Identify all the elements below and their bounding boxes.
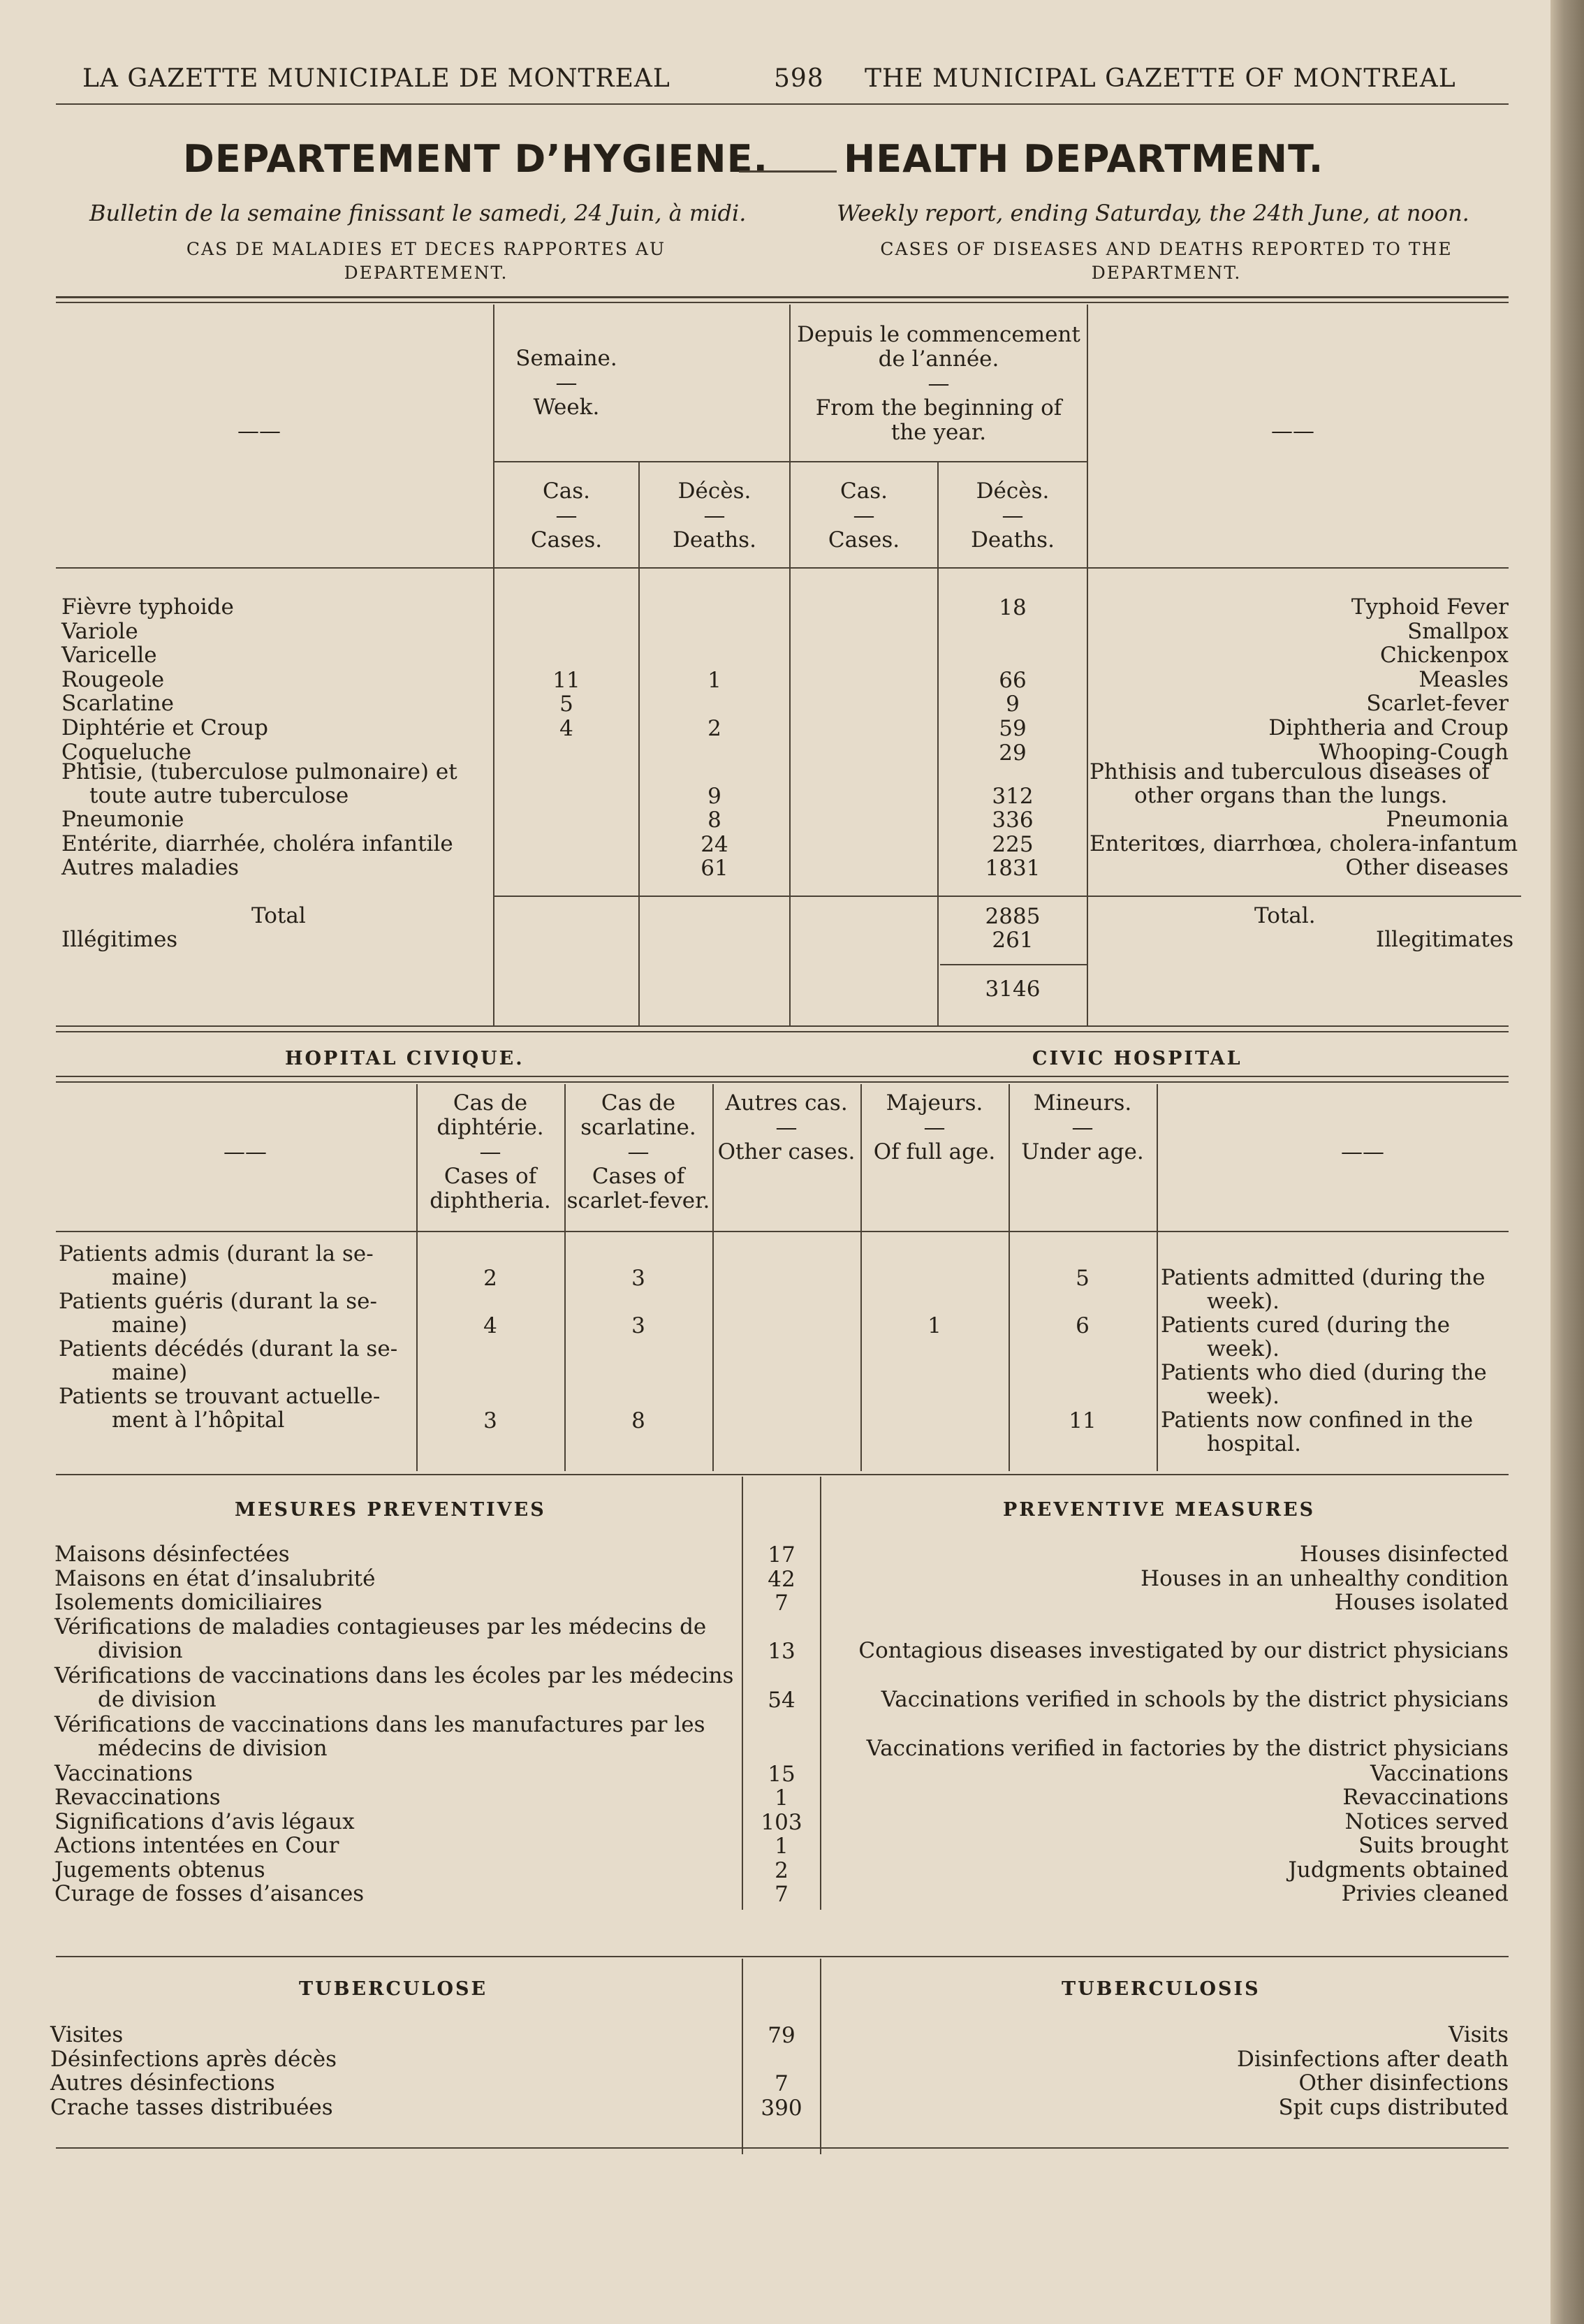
col-sep: —	[627, 1139, 650, 1164]
title-fr: DEPARTEMENT D’HYGIENE.	[183, 137, 768, 181]
preventive-label-fr: Vérifications de maladies contagieuses par les médecins de	[54, 1614, 707, 1639]
disease-label-fr: Scarlatine	[61, 691, 174, 717]
year-deaths: 59	[999, 716, 1027, 741]
tb-top-rule	[56, 1956, 1509, 1957]
disease-label-en: Other diseases	[1345, 855, 1509, 881]
yc-en: Cases.	[828, 527, 900, 553]
preventive-label-en: Notices served	[1344, 1808, 1509, 1834]
week-fr: Semaine.	[515, 346, 617, 371]
totals-rule	[494, 896, 1521, 897]
hospital-value: 6	[1076, 1313, 1090, 1338]
year-fr-2: de l’année.	[878, 346, 999, 372]
hospital-row-fr-2: maine)	[112, 1265, 188, 1290]
hospital-vline	[1157, 1084, 1158, 1471]
header-left: LA GAZETTE MUNICIPALE DE MONTREAL	[82, 64, 670, 93]
preventive-label-en: Vaccinations verified in factories by the district physicians	[866, 1735, 1509, 1761]
title-dash	[739, 170, 837, 173]
preventive-label-en: Judgments obtained	[1288, 1857, 1509, 1883]
hospital-row-en-1: Patients who died (during the	[1161, 1360, 1487, 1385]
tb-value: 79	[768, 2023, 795, 2048]
hospital-row-en-2: week).	[1207, 1384, 1279, 1409]
disease-label-fr: Coqueluche	[61, 739, 192, 765]
col-en-2: scarlet-fever.	[566, 1188, 710, 1213]
year-deaths: 66	[999, 667, 1027, 693]
preventive-label-en: Contagious diseases investigated by our district physicians	[858, 1637, 1509, 1663]
preventive-label-fr: Maisons désinfectées	[54, 1542, 290, 1567]
week-deaths: 2	[707, 716, 721, 741]
header-right: THE MUNICIPAL GAZETTE OF MONTREAL	[865, 64, 1456, 93]
subheader-rule	[493, 461, 1087, 462]
hospital-dash-left: ——	[223, 1139, 267, 1164]
hospital-top-rule-2	[56, 1081, 1509, 1083]
yc-sep: —	[853, 503, 875, 528]
total-yd: 2885	[985, 904, 1041, 929]
preventive-value: 7	[775, 1882, 789, 1907]
hospital-value: 3	[483, 1408, 497, 1433]
tb-label-en: Spit cups distributed	[1278, 2094, 1509, 2120]
hospital-row-en-2: week).	[1207, 1289, 1279, 1314]
col-fr-1: Cas de	[453, 1090, 528, 1116]
hospital-row-fr-2: maine)	[112, 1360, 188, 1385]
page-edge-shadow	[1550, 0, 1584, 2324]
hospital-title-en: CIVIC HOSPITAL	[1032, 1048, 1242, 1069]
year-deaths: 18	[999, 595, 1027, 620]
hospital-row-fr-2: maine)	[112, 1313, 188, 1338]
disease-label-en: Scarlet-fever	[1366, 691, 1509, 717]
yd-header	[939, 479, 1087, 553]
disease-label-fr: Fièvre typhoide	[61, 594, 234, 620]
col-sep: —	[775, 1115, 798, 1140]
preventive-label-fr: Vaccinations	[54, 1760, 193, 1786]
hospital-vline	[712, 1084, 714, 1471]
hospital-dash-right: ——	[1341, 1139, 1384, 1164]
preventive-value: 15	[768, 1761, 795, 1787]
tb-label-en: Other disinfections	[1298, 2070, 1509, 2096]
yc-header	[791, 479, 937, 553]
tb-title-en: TUBERCULOSIS	[1062, 1978, 1261, 2000]
tb-vline-1	[742, 1959, 743, 2154]
preventive-label-fr-2: médecins de division	[98, 1735, 328, 1761]
disease-label-fr: Varicelle	[61, 643, 157, 668]
preventive-label-en: Houses isolated	[1334, 1590, 1509, 1615]
year-deaths: 225	[992, 831, 1034, 857]
col-en-1: Cases of	[443, 1164, 537, 1189]
disease-label-en: Diphtheria and Croup	[1268, 715, 1509, 740]
vline-5	[1087, 305, 1088, 1025]
year-sep: —	[927, 371, 950, 396]
disease-label-en: Smallpox	[1407, 618, 1509, 644]
week-deaths: 61	[701, 856, 728, 882]
disease-label-fr: Rougeole	[61, 666, 165, 692]
disease-label-fr: Autres maladies	[61, 855, 240, 881]
diseases-top-rule-2	[56, 302, 1509, 303]
week-deaths: 1	[707, 667, 721, 693]
col-fr-2: Majeurs.	[886, 1090, 983, 1116]
preventive-label-fr: Jugements obtenus	[54, 1857, 265, 1883]
total-en: Total.	[1254, 903, 1316, 928]
disease-label-en: Enteritœs, diarrhœa, cholera-infantum	[1090, 831, 1518, 856]
col-sep: —	[923, 1115, 946, 1140]
wd-sep: —	[703, 503, 726, 528]
col-fr-2: Mineurs.	[1033, 1090, 1132, 1116]
col-en-1: Cases of	[592, 1164, 685, 1189]
header-dash-left: ——	[237, 418, 281, 444]
preventive-label-en: Vaccinations verified in schools by the district physicians	[881, 1686, 1509, 1712]
bulletin-fr: Bulletin de la semaine finissant le samedi, 24 Juin, à midi.	[89, 200, 747, 226]
week-deaths: 24	[701, 831, 728, 857]
preventive-label-fr-2: division	[98, 1637, 183, 1663]
phtisis-wd: 9	[707, 784, 721, 809]
hospital-value: 4	[483, 1313, 497, 1338]
phtisis-en-1: Phthisis and tuberculous diseases of	[1090, 759, 1490, 784]
col-en-2: Other cases.	[717, 1139, 856, 1164]
preventive-label-fr: Vérifications de vaccinations dans les écoles par les médecins	[54, 1662, 734, 1688]
disease-label-en: Typhoid Fever	[1351, 594, 1509, 620]
year-deaths: 9	[1006, 692, 1020, 717]
preventive-label-fr: Actions intentées en Cour	[54, 1833, 339, 1858]
preventive-value: 42	[768, 1566, 795, 1592]
week-cases: 4	[559, 716, 573, 741]
title-en: HEALTH DEPARTMENT.	[844, 137, 1324, 181]
hospital-top-rule	[56, 1076, 1509, 1077]
disease-label-en: Pneumonia	[1386, 807, 1509, 832]
header-rule	[56, 103, 1509, 105]
phtisis-fr-2: toute autre tuberculose	[89, 783, 349, 808]
tb-label-fr: Autres désinfections	[50, 2070, 275, 2096]
col-fr-2: diphtérie.	[437, 1115, 544, 1140]
disease-label-fr: Variole	[61, 618, 138, 644]
hospital-vline	[860, 1084, 862, 1471]
caps-fr-1: CAS DE MALADIES ET DECES RAPPORTES AU	[186, 239, 666, 259]
wc-en: Cases.	[530, 527, 603, 553]
caps-fr-2: DEPARTEMENT.	[344, 263, 508, 283]
col-fr-1: Cas de	[601, 1090, 676, 1116]
hospital-row-en-1: Patients now confined in the	[1161, 1408, 1474, 1433]
year-deaths: 336	[992, 807, 1034, 833]
preventive-label-fr-2: de division	[98, 1686, 217, 1712]
hospital-column-header	[564, 1091, 712, 1213]
illeg-fr: Illégitimes	[61, 927, 178, 952]
page-number: 598	[774, 64, 824, 93]
disease-label-en: Whooping-Cough	[1319, 739, 1509, 765]
col-sep: —	[479, 1139, 501, 1164]
preventive-label-fr: Significations d’avis légaux	[54, 1808, 355, 1834]
hospital-bottom-rule	[56, 1474, 1509, 1475]
hospital-value: 2	[483, 1266, 497, 1291]
preventive-value: 2	[775, 1857, 789, 1883]
yd-en: Deaths.	[971, 527, 1055, 553]
hospital-row-fr-2: ment à l’hôpital	[112, 1408, 285, 1433]
week-sep: —	[555, 370, 578, 395]
year-header	[791, 323, 1087, 445]
tb-label-en: Disinfections after death	[1236, 2046, 1509, 2072]
hospital-row-fr-1: Patients admis (durant la se-	[59, 1241, 374, 1266]
preventive-value: 103	[761, 1809, 802, 1835]
preventive-value: 13	[768, 1638, 795, 1664]
tb-value: 390	[761, 2095, 802, 2121]
wc-fr: Cas.	[543, 478, 590, 504]
year-deaths: 1831	[985, 856, 1041, 882]
hospital-column-header	[860, 1091, 1009, 1164]
preventive-value: 1	[775, 1834, 789, 1859]
preventive-title-fr: MESURES PREVENTIVES	[235, 1499, 546, 1521]
tb-label-fr: Désinfections après décès	[50, 2046, 337, 2072]
grand-total-rule	[940, 964, 1087, 965]
hospital-column-header	[1009, 1091, 1157, 1164]
tb-label-en: Visits	[1449, 2022, 1509, 2047]
preventive-label-en: Privies cleaned	[1341, 1881, 1509, 1906]
preventive-label-en: Houses disinfected	[1299, 1542, 1509, 1567]
header-dash-right: ——	[1271, 418, 1314, 444]
total-fr: Total	[251, 903, 306, 928]
col-en-2: Under age.	[1021, 1139, 1144, 1164]
hospital-column-header	[712, 1091, 860, 1164]
illeg-yd: 261	[992, 928, 1034, 953]
phtisis-fr-1: Phtisie, (tuberculose pulmonaire) et	[61, 759, 457, 784]
caps-en	[838, 237, 1495, 285]
hospital-row-fr-1: Patients décédés (durant la se-	[59, 1336, 398, 1361]
wd-en: Deaths.	[673, 527, 756, 553]
tb-bottom-rule	[56, 2147, 1509, 2149]
preventive-title-en: PREVENTIVE MEASURES	[1003, 1499, 1316, 1521]
preventive-label-en: Suits brought	[1358, 1833, 1509, 1858]
hospital-header-rule	[56, 1231, 1509, 1232]
diseases-top-rule	[56, 296, 1509, 298]
diseases-header-rule	[56, 567, 1509, 569]
col-en-2: diphtheria.	[430, 1188, 551, 1213]
week-deaths: 8	[707, 807, 721, 833]
week-cases: 5	[559, 692, 573, 717]
yd-sep: —	[1002, 503, 1024, 528]
week-cases: 11	[552, 667, 580, 693]
tb-value: 7	[775, 2071, 789, 2097]
phtisis-en-2: other organs than the lungs.	[1134, 783, 1448, 808]
yc-fr: Cas.	[840, 478, 888, 504]
yd-fr: Décès.	[976, 478, 1050, 504]
tb-title-fr: TUBERCULOSE	[299, 1978, 488, 2000]
preventive-label-en: Vaccinations	[1370, 1760, 1509, 1786]
preventive-label-en: Revaccinations	[1342, 1785, 1509, 1810]
hospital-column-header	[416, 1091, 564, 1213]
hospital-row-en-2: week).	[1207, 1336, 1279, 1361]
disease-label-en: Chickenpox	[1379, 643, 1509, 668]
preventive-value: 54	[768, 1687, 795, 1713]
hospital-row-en-1: Patients cured (during the	[1161, 1313, 1451, 1338]
hospital-row-fr-1: Patients se trouvant actuelle-	[59, 1384, 381, 1409]
disease-label-fr: Entérite, diarrhée, choléra infantile	[61, 831, 453, 856]
year-en-2: the year.	[890, 420, 987, 445]
hospital-row-en-1: Patients admitted (during the	[1161, 1265, 1486, 1290]
tb-label-fr: Crache tasses distribuées	[50, 2094, 333, 2120]
phtisis-yd: 312	[992, 784, 1034, 809]
year-en-1: From the beginning of	[815, 395, 1062, 421]
preventive-vline-2	[820, 1477, 821, 1910]
tb-label-fr: Visites	[50, 2022, 124, 2047]
hospital-value: 3	[631, 1313, 645, 1338]
hospital-value: 5	[1076, 1266, 1090, 1291]
caps-en-2: DEPARTMENT.	[1091, 263, 1242, 283]
preventive-value: 7	[775, 1591, 789, 1616]
week-en: Week.	[533, 395, 600, 420]
hospital-value: 3	[631, 1266, 645, 1291]
wd-fr: Décès.	[677, 478, 751, 504]
preventive-label-fr: Isolements domiciliaires	[54, 1590, 323, 1615]
year-fr-1: Depuis le commencement	[797, 322, 1080, 347]
caps-en-1: CASES OF DISEASES AND DEATHS REPORTED TO THE	[880, 239, 1453, 259]
hospital-title-fr: HOPITAL CIVIQUE.	[285, 1048, 525, 1069]
preventive-label-fr: Curage de fosses d’aisances	[54, 1881, 365, 1906]
col-sep: —	[1071, 1115, 1094, 1140]
preventive-label-fr: Revaccinations	[54, 1785, 221, 1810]
tb-vline-2	[820, 1959, 821, 2154]
wd-header	[640, 479, 789, 553]
preventive-label-fr: Vérifications de vaccinations dans les manufactures par les	[54, 1711, 705, 1737]
grand-total: 3146	[985, 977, 1041, 1002]
hospital-value: 1	[927, 1313, 941, 1338]
diseases-bottom-rule-2	[56, 1031, 1509, 1032]
hospital-row-fr-1: Patients guéris (durant la se-	[59, 1289, 377, 1314]
col-en-2: Of full age.	[873, 1139, 996, 1164]
preventive-value: 17	[768, 1542, 795, 1567]
col-fr-2: scarlatine.	[580, 1115, 696, 1140]
col-fr-2: Autres cas.	[725, 1090, 848, 1116]
illeg-en: Illegitimates	[1376, 927, 1514, 952]
bulletin-en: Weekly report, ending Saturday, the 24th June, at noon.	[837, 200, 1469, 226]
wc-sep: —	[555, 503, 578, 528]
caps-fr	[98, 237, 754, 285]
week-header	[494, 346, 638, 420]
diseases-bottom-rule	[56, 1025, 1509, 1027]
hospital-value: 8	[631, 1408, 645, 1433]
disease-label-fr: Diphtérie et Croup	[61, 715, 268, 740]
disease-label-en: Measles	[1418, 666, 1509, 692]
wc-header	[494, 479, 638, 553]
year-deaths: 29	[999, 740, 1027, 766]
disease-label-fr: Pneumonie	[61, 807, 184, 832]
preventive-value: 1	[775, 1785, 789, 1811]
hospital-row-en-2: hospital.	[1207, 1431, 1302, 1456]
preventive-label-en: Houses in an unhealthy condition	[1141, 1565, 1509, 1591]
hospital-value: 11	[1069, 1408, 1097, 1433]
preventive-label-fr: Maisons en état d’insalubrité	[54, 1565, 376, 1591]
